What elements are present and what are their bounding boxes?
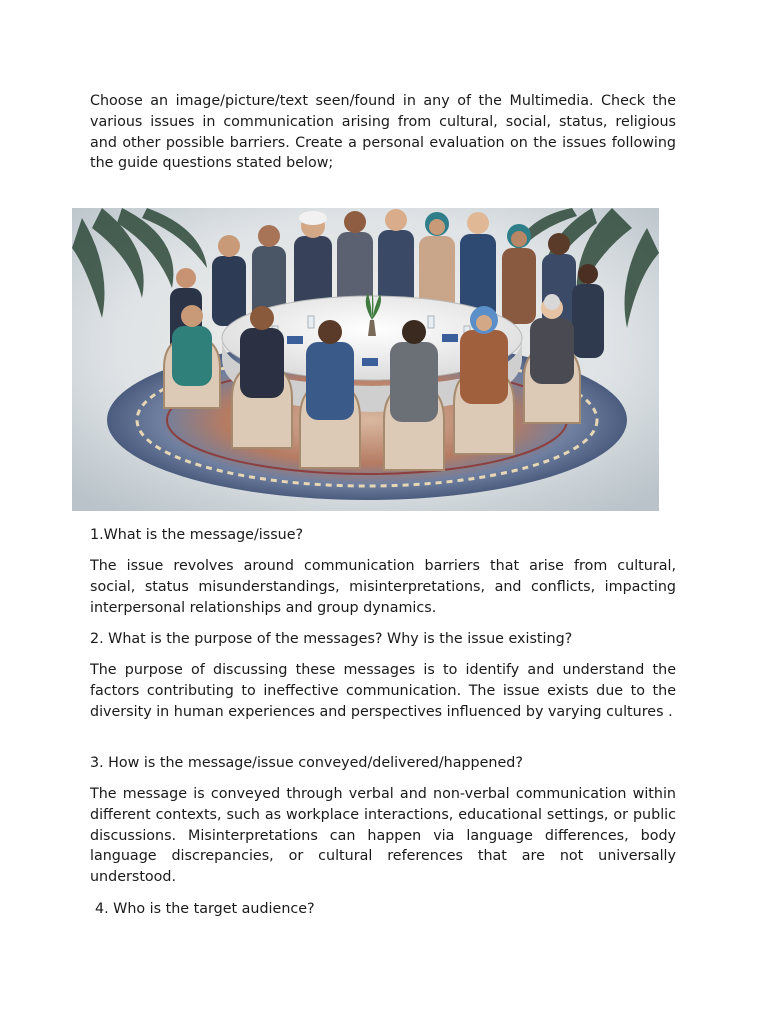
question-2: 2. What is the purpose of the messages? Why is the issue existing? <box>90 631 573 647</box>
question-4: 4. Who is the target audience? <box>95 901 315 917</box>
answer-2: The purpose of discussing these messages is to identify and understand the factors contributing to ineffective communication. The issue exists due to the diversity in human experiences and perspectives influenced by varying cultures . <box>90 662 676 720</box>
answer-1: The issue revolves around communication barriers that arise from cultural, social, status misunderstandings, misinterpretations, and conflicts, impacting interpersonal relationships and group dynamics. <box>90 558 676 616</box>
illustration-image <box>72 208 659 511</box>
question-3: 3. How is the message/issue conveyed/delivered/happened? <box>90 755 523 771</box>
question-1: 1.What is the message/issue? <box>90 527 304 543</box>
intro-paragraph: Choose an image/picture/text seen/found in any of the Multimedia. Check the various issues in communication arising from cultural, social, status, religious and other possible barriers. Create a personal evaluation on the issues following the guide questions stated below; <box>90 93 676 172</box>
answer-3: The message is conveyed through verbal and non-verbal communication within different contexts, such as workplace interactions, educational settings, or public discussions. Misinterpretations can happen via language differences, body language discrepancies, or cultural references that are not universally understood. <box>90 786 676 886</box>
